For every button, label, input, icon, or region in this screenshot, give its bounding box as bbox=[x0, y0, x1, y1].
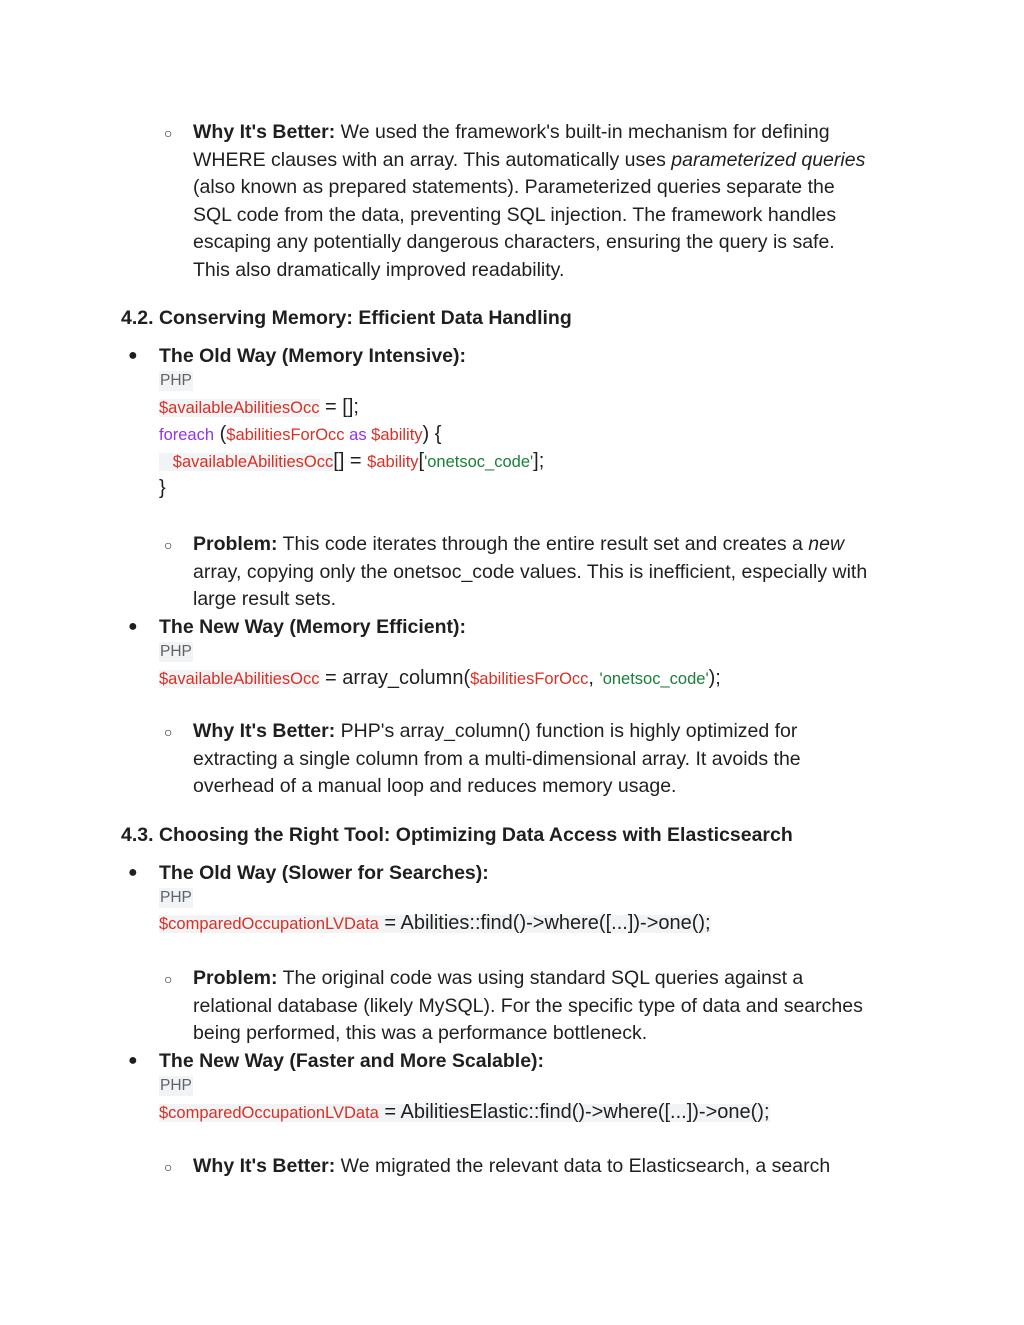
problem-paragraph-4-3: Problem: The original code was using standard SQL queries against a relational database (likely MySQL). For the specific type of data and searches being performed, this was a performance bottleneck. bbox=[193, 967, 863, 1045]
code-line-new: $availableAbilitiesOcc = array_column($abilitiesForOcc, 'onetsoc_code'); bbox=[159, 667, 721, 689]
old-way-heading: The Old Way (Memory Intensive): bbox=[159, 345, 466, 367]
new-way-heading: The New Way (Memory Efficient): bbox=[159, 616, 466, 638]
code-line-4: } bbox=[159, 477, 166, 499]
code-line-new: $comparedOccupationLVData = AbilitiesElastic::find()->where([...])->one(); bbox=[159, 1101, 770, 1123]
problem-paragraph-4-2: Problem: This code iterates through the entire result set and creates a new array, copying only the onetsoc_code values. This is inefficient, especially with large result sets. bbox=[193, 533, 868, 611]
intro-paragraph bbox=[193, 119, 913, 285]
code-line-3: $availableAbilitiesOcc[] = $ability['onetsoc_code']; bbox=[159, 448, 544, 475]
hollow-bullet-icon: ○ bbox=[164, 971, 173, 987]
better-paragraph-4-2: Why It's Better: PHP's array_column() function is highly optimized for extracting a single column from a multi-dimensional array. It avoids the overhead of a manual loop and reduces memory usage. bbox=[193, 720, 801, 798]
intro-line-3: (also known as prepared statements). Parameterized queries separate the bbox=[193, 176, 835, 199]
better-paragraph-4-3: Why It's Better: We migrated the relevant data to Elasticsearch, a search bbox=[193, 1155, 831, 1177]
intro-line-1: Why It's Better: We used the framework's built-in mechanism for defining bbox=[193, 121, 830, 143]
code-line-old: $comparedOccupationLVData = Abilities::find()->where([...])->one(); bbox=[159, 912, 711, 934]
solid-bullet-icon: ● bbox=[128, 1052, 138, 1069]
code-line-1: $availableAbilitiesOcc = []; bbox=[159, 396, 359, 418]
section-title-4-3: 4.3. Choosing the Right Tool: Optimizing Data Access with Elasticsearch bbox=[121, 824, 793, 846]
intro-line-6: This also dramatically improved readability. bbox=[193, 258, 565, 281]
solid-bullet-icon: ● bbox=[128, 347, 138, 364]
code-language-label: PHP bbox=[160, 889, 192, 906]
hollow-bullet-icon: ○ bbox=[164, 537, 173, 553]
section-title-4-2: 4.2. Conserving Memory: Efficient Data Handling bbox=[121, 307, 572, 329]
intro-line-5: escaping any potentially dangerous characters, ensuring the query is safe. bbox=[193, 231, 835, 254]
hollow-bullet-icon: ○ bbox=[164, 125, 173, 141]
solid-bullet-icon: ● bbox=[128, 864, 138, 881]
code-language-label: PHP bbox=[160, 372, 192, 389]
code-line-2: foreach ($abilitiesForOcc as $ability) { bbox=[159, 423, 442, 445]
new-way-heading: The New Way (Faster and More Scalable): bbox=[159, 1050, 545, 1072]
code-language-label: PHP bbox=[160, 1077, 192, 1094]
intro-line-4: SQL code from the data, preventing SQL injection. The framework handles bbox=[193, 203, 837, 226]
hollow-bullet-icon: ○ bbox=[164, 1159, 173, 1175]
old-way-heading: The Old Way (Slower for Searches): bbox=[159, 862, 489, 884]
intro-line-2: WHERE clauses with an array. This automatically uses parameterized queries bbox=[193, 148, 866, 171]
solid-bullet-icon: ● bbox=[128, 618, 138, 635]
code-language-label: PHP bbox=[160, 643, 192, 660]
hollow-bullet-icon: ○ bbox=[164, 724, 173, 740]
